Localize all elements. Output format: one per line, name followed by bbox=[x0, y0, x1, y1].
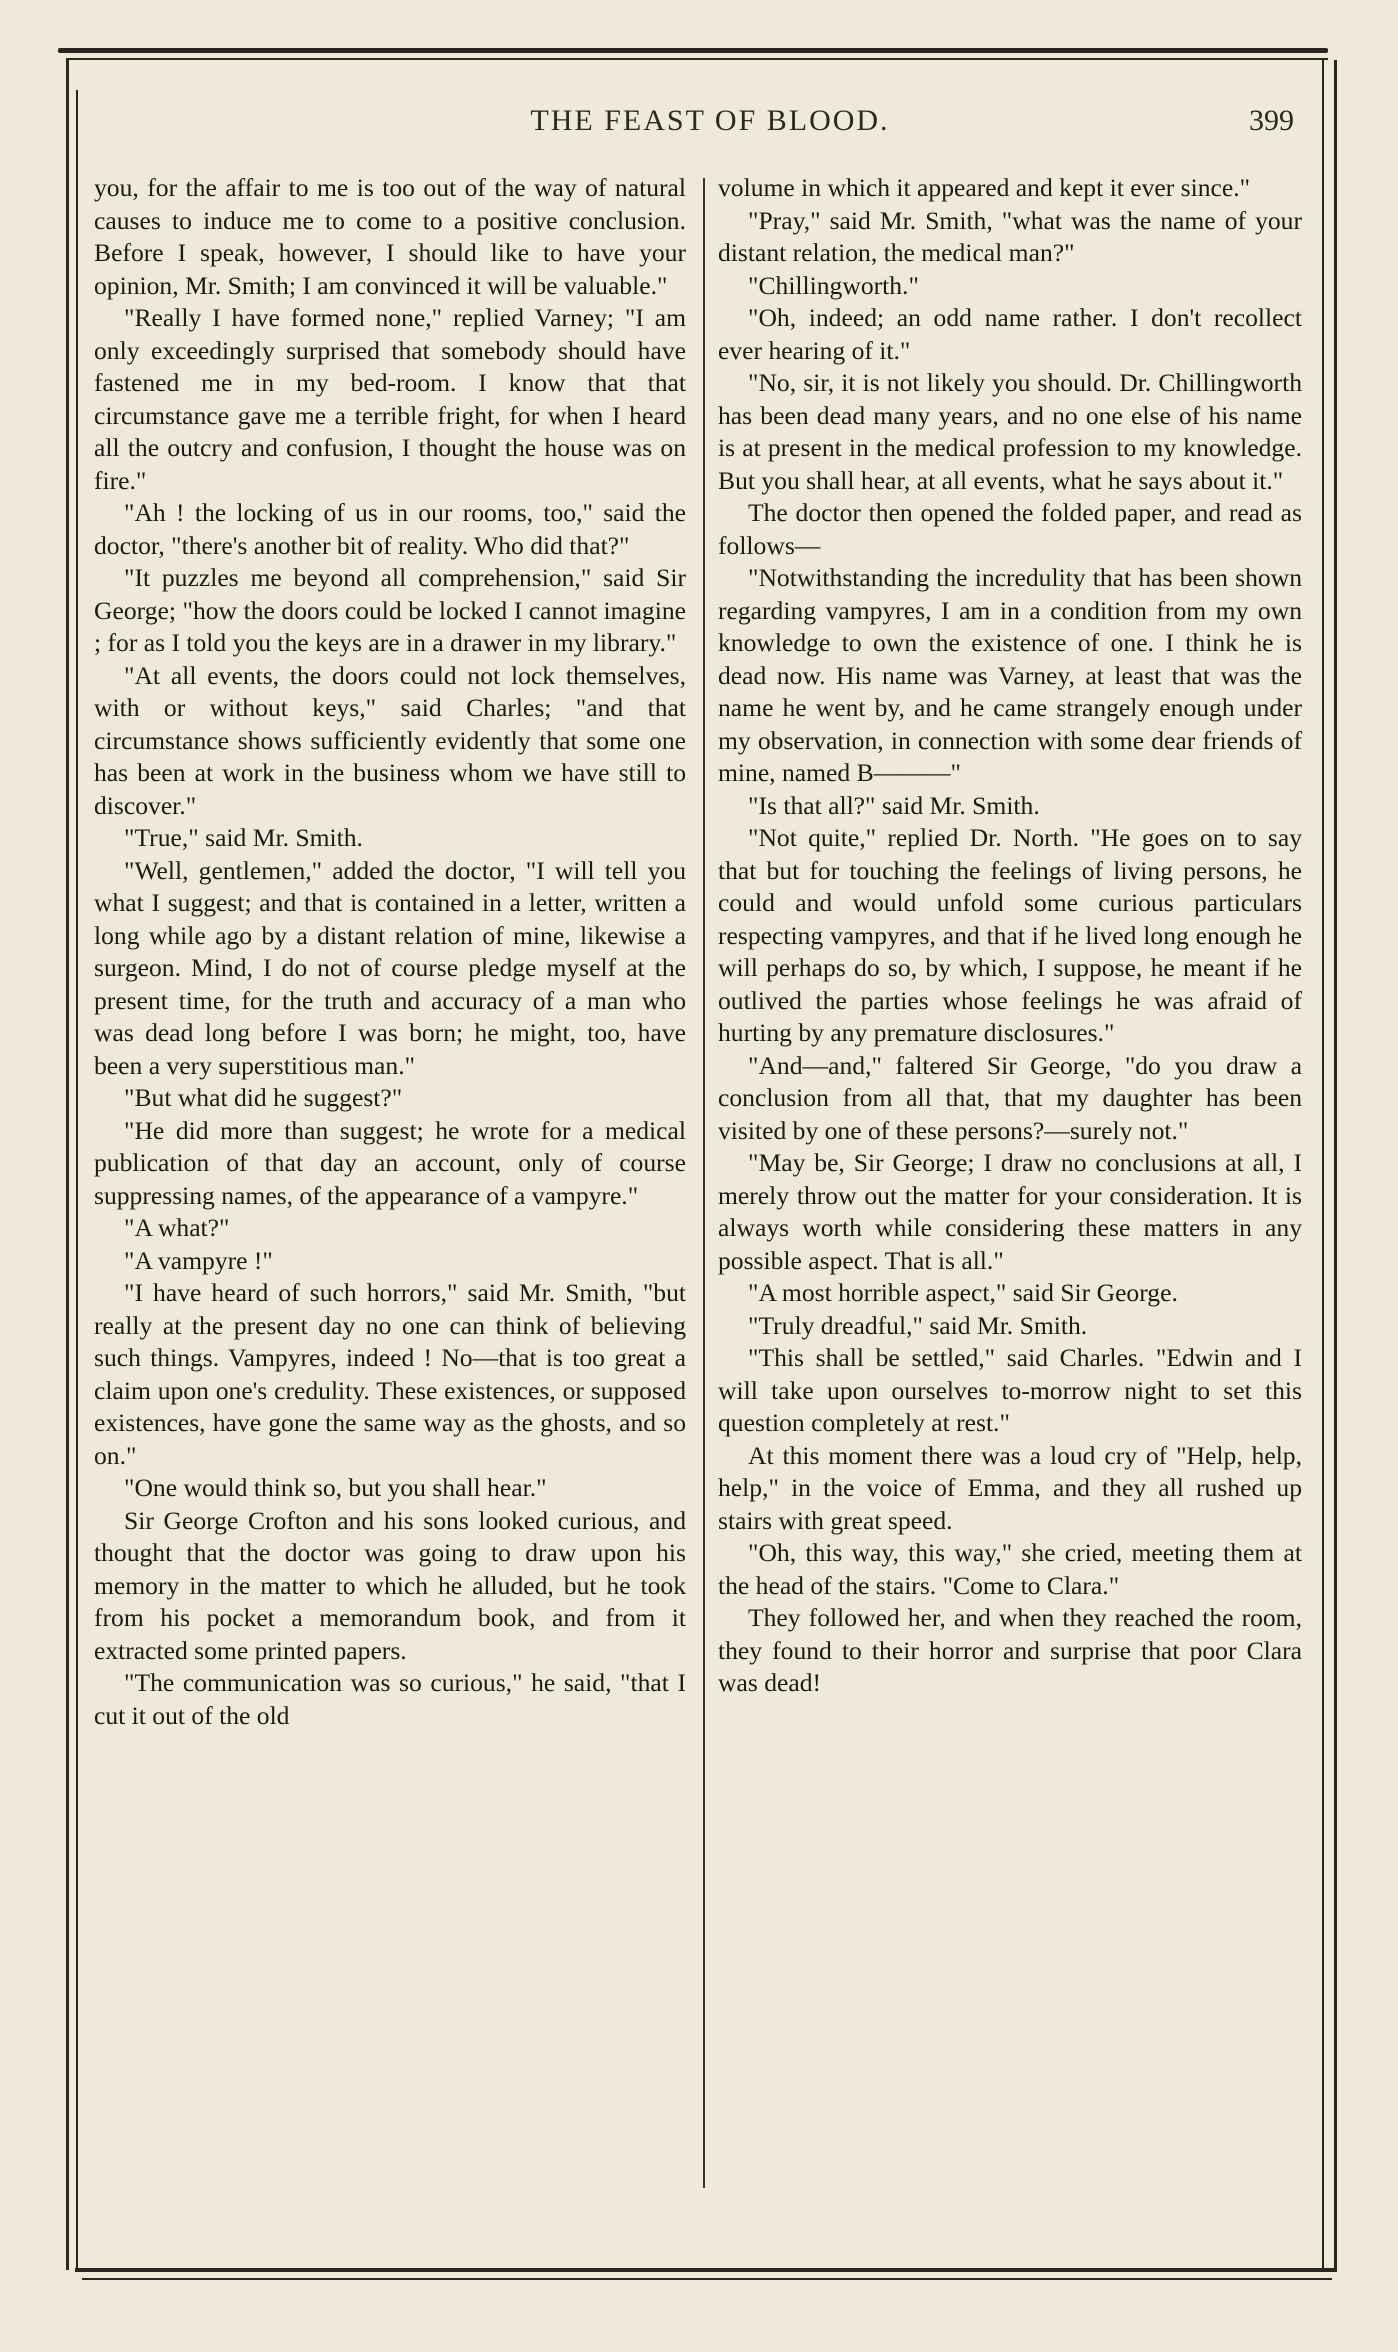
paragraph: volume in which it appeared and kept it ever since." bbox=[718, 173, 1251, 202]
paragraph: "A vampyre !" bbox=[124, 1245, 273, 1275]
paragraph: "A what?" bbox=[124, 1213, 230, 1242]
paragraph: "May be, Sir George; I draw no conclusions at all, I merely throw out the matter for your consideration. It is always worth while considering these matters in any possible aspect. That is all." bbox=[718, 1148, 1302, 1275]
paragraph: "True," said Mr. Smith. bbox=[124, 823, 363, 852]
paragraph: At this moment there was a loud cry of "Help, help, help," in the voice of Emma, and they all rushed up stairs with great speed. bbox=[718, 1440, 1302, 1535]
paragraph: "This shall be settled," said Charles. "Edwin and I will take upon ourselves to-morrow night to set this question completely at rest." bbox=[718, 1343, 1302, 1437]
paragraph: "At all events, the doors could not lock themselves, with or without keys," said Charles; "and that circumstance shows sufficiently evidently that some one has been at work in the business whom we have still to discover." bbox=[94, 660, 686, 820]
paragraph: "Ah ! the locking of us in our rooms, too," said the doctor, "there's another bit of reality. Who did that?" bbox=[94, 498, 686, 560]
paragraph: "Notwithstanding the incredulity that has been shown regarding vampyres, I am in a condition from my own knowledge to own the existence of one. I think he is dead now. His name was Varney, at least that was the name he went by, and he came strangely enough under my observation, in connection with some dear friends of mine, named B———" bbox=[718, 563, 1302, 787]
bottom-border-rule-inner bbox=[82, 2278, 1332, 2280]
bottom-border-rule bbox=[75, 2268, 1335, 2272]
paragraph: "Not quite," replied Dr. North. "He goes on to say that but for touching the feelings of living persons, he could and would unfold some curious particulars respecting vampyres, and that if he lived long enough he will perhaps do so, by which, I suppose, he meant if he outlived the parties whose feelings he was afraid of hurting by any premature disclosures." bbox=[718, 823, 1302, 1047]
left-border-rule-inner bbox=[76, 90, 78, 2270]
page-number: 399 bbox=[1249, 104, 1294, 137]
top-border-rule-inner bbox=[66, 58, 1328, 60]
paragraph: Sir George Crofton and his sons looked curious, and thought that the doctor was going to draw upon his memory in the matter to which he alluded, but he took from his pocket a memorandum book, and from it extracted some printed papers. bbox=[94, 1505, 686, 1665]
paragraph: "The communication was so curious," he said, "that I cut it out of the old bbox=[94, 1668, 686, 1730]
paragraph: "A most horrible aspect," said Sir George. bbox=[748, 1278, 1178, 1307]
column-divider bbox=[703, 178, 705, 2188]
paragraph: They followed her, and when they reached the room, they found to their horror and surprise that poor Clara was dead! bbox=[718, 1603, 1302, 1697]
paragraph: "One would think so, but you shall hear." bbox=[124, 1473, 547, 1502]
paragraph: "Is that all?" said Mr. Smith. bbox=[748, 790, 1040, 820]
paragraph: "But what did he suggest?" bbox=[124, 1083, 403, 1112]
paragraph: you, for the affair to me is too out of the way of natural causes to induce me to come to a positive conclusion. Before I speak, however, I should like to have your opinion, Mr. Smith; I am convinced it will be valuable." bbox=[94, 173, 686, 300]
paragraph: "Really I have formed none," replied Varney; "I am only exceedingly surprised that somebody should have fastened me in my bed-room. I know that that circumstance gave me a terrible fright, for when I heard all the outcry and confusion, I thought the house was on fire." bbox=[94, 303, 686, 495]
paragraph: "He did more than suggest; he wrote for a medical publication of that day an account, only of course suppressing names, of the appearance of a vampyre." bbox=[94, 1115, 686, 1210]
paragraph: "Oh, this way, this way," she cried, meeting them at the head of the stairs. "Come to Clara." bbox=[718, 1538, 1302, 1600]
paragraph: "Pray," said Mr. Smith, "what was the name of your distant relation, the medical man?" bbox=[718, 205, 1302, 267]
paragraph: The doctor then opened the folded paper, and read as follows— bbox=[718, 498, 1302, 560]
paragraph: "Chillingworth." bbox=[748, 270, 919, 300]
paragraph: "It puzzles me beyond all comprehension," said Sir George; "how the doors could be locked I cannot imagine ; for as I told you the keys are in a drawer in my library." bbox=[94, 563, 686, 657]
paragraph: "Oh, indeed; an odd name rather. I don't recollect ever hearing of it." bbox=[718, 303, 1302, 365]
top-border-rule bbox=[58, 48, 1328, 53]
right-border-rule bbox=[1334, 60, 1337, 2272]
right-border-rule-inner bbox=[1322, 60, 1324, 2268]
left-border-rule bbox=[66, 58, 69, 2270]
paragraph: "And—and," faltered Sir George, "do you draw a conclusion from all that, that my daughter has been visited by one of these persons?—surely not." bbox=[718, 1050, 1302, 1145]
running-title: THE FEAST OF BLOOD. bbox=[530, 104, 890, 137]
right-column bbox=[718, 172, 1302, 1700]
left-column bbox=[94, 172, 686, 1732]
paragraph: "Well, gentlemen," added the doctor, "I will tell you what I suggest; and that is contained in a letter, written a long while ago by a distant relation of mine, likewise a surgeon. Mind, I do not of course pledge myself at the present time, for the truth and accuracy of a man who was dead long before I was born; he might, too, have been a very superstitious man." bbox=[94, 855, 686, 1080]
paragraph: "I have heard of such horrors," said Mr. Smith, "but really at the present day no one can think of believing such things. Vampyres, indeed ! No—that is too great a claim upon one's credulity. These existences, or supposed existences, have gone the same way as the ghosts, and so on." bbox=[94, 1278, 686, 1470]
paragraph: "Truly dreadful," said Mr. Smith. bbox=[748, 1310, 1088, 1340]
paragraph: "No, sir, it is not likely you should. Dr. Chillingworth has been dead many years, and no one else of his name is at present in the medical profession to my knowledge. But you shall hear, at all events, what he says about it." bbox=[718, 368, 1302, 495]
